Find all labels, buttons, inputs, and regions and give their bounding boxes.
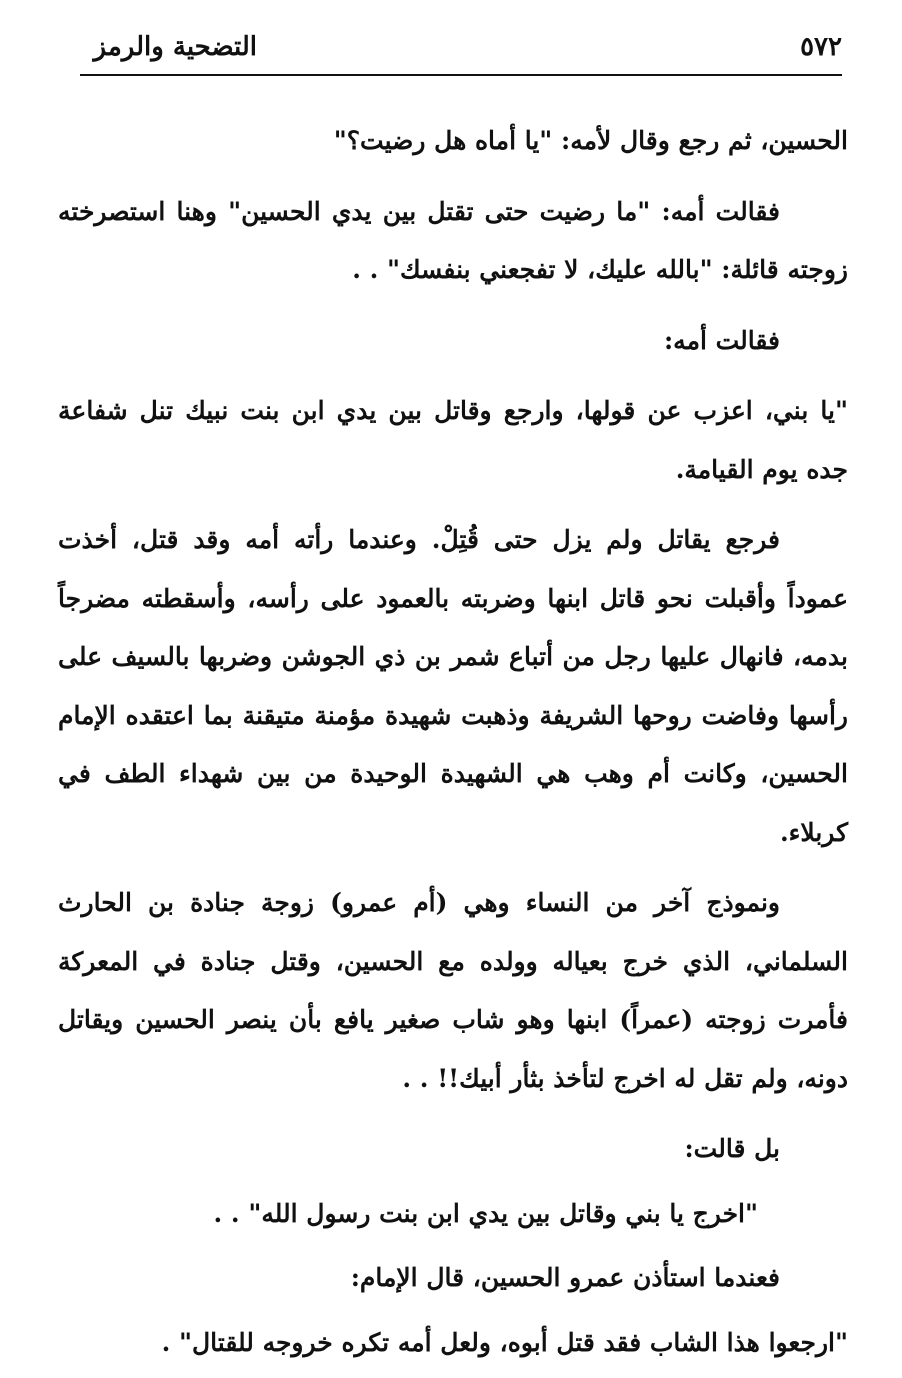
paragraph-2: فقالت أمه: "ما رضيت حتى تقتل بين يدي الحسين" وهنا استصرخته زوجته قائلة: "بالله عليك، لا تفجعني بنفسك" . .	[58, 196, 848, 284]
paragraph-3: فقالت أمه:	[663, 325, 780, 355]
paragraph-4: "يا بني، اعزب عن قولها، وارجع وقاتل بين يدي ابن بنت نبيك تنل شفاعة جده يوم القيامة.	[58, 396, 848, 484]
paragraph-9: فعندما استأذن عمرو الحسين، قال الإمام:	[350, 1263, 780, 1292]
paragraph-10: "ارجعوا هذا الشاب فقد قتل أبوه، ولعل أمه تكره خروجه للقتال" .	[161, 1327, 848, 1357]
paragraph-6: ونموذج آخر من النساء وهي (أم عمرو) زوجة جنادة بن الحارث السلماني، الذي خرج بعياله وولده مع الحسين، وقتل جنادة في المعركة فأمرت زوجته (عمراً) ابنها وهو شاب صغير يافع بأن ينصر الحسين ويقاتل دونه، ولم تقل له اخرج لتأخذ بثأر أبيك!! . .	[58, 888, 848, 1093]
paragraph-8: "اخرج يا بني وقاتل بين يدي ابن بنت رسول الله" . .	[213, 1198, 758, 1228]
page-body	[58, 112, 848, 1378]
page-number: ٥٧٢	[800, 32, 842, 62]
paragraph-1: الحسين، ثم رجع وقال لأمه: "يا أماه هل رضيت؟"	[333, 126, 848, 155]
paragraph-7: بل قالت:	[684, 1134, 780, 1163]
paragraph-5: فرجع يقاتل ولم يزل حتى قُتِلْ. وعندما رأته أمه وقد قتل، أخذت عموداً وأقبلت نحو قاتل ابنها وضربته بالعمود على رأسه، وأسقطته مضرجاً بدمه، فانهال عليها رجل من أتباع شمر بن ذي الجوشن وضربها بالسيف على رأسها وفاضت روحها الشريفة وذهبت شهيدة مؤمنة متيقنة بما اعتقده الإمام الحسين، وكانت أم وهب هي الشهيدة الوحيدة من بين شهداء الطف في كربلاء.	[58, 525, 848, 847]
page-header	[80, 28, 842, 76]
running-title: التضحية والرمز	[93, 32, 257, 62]
